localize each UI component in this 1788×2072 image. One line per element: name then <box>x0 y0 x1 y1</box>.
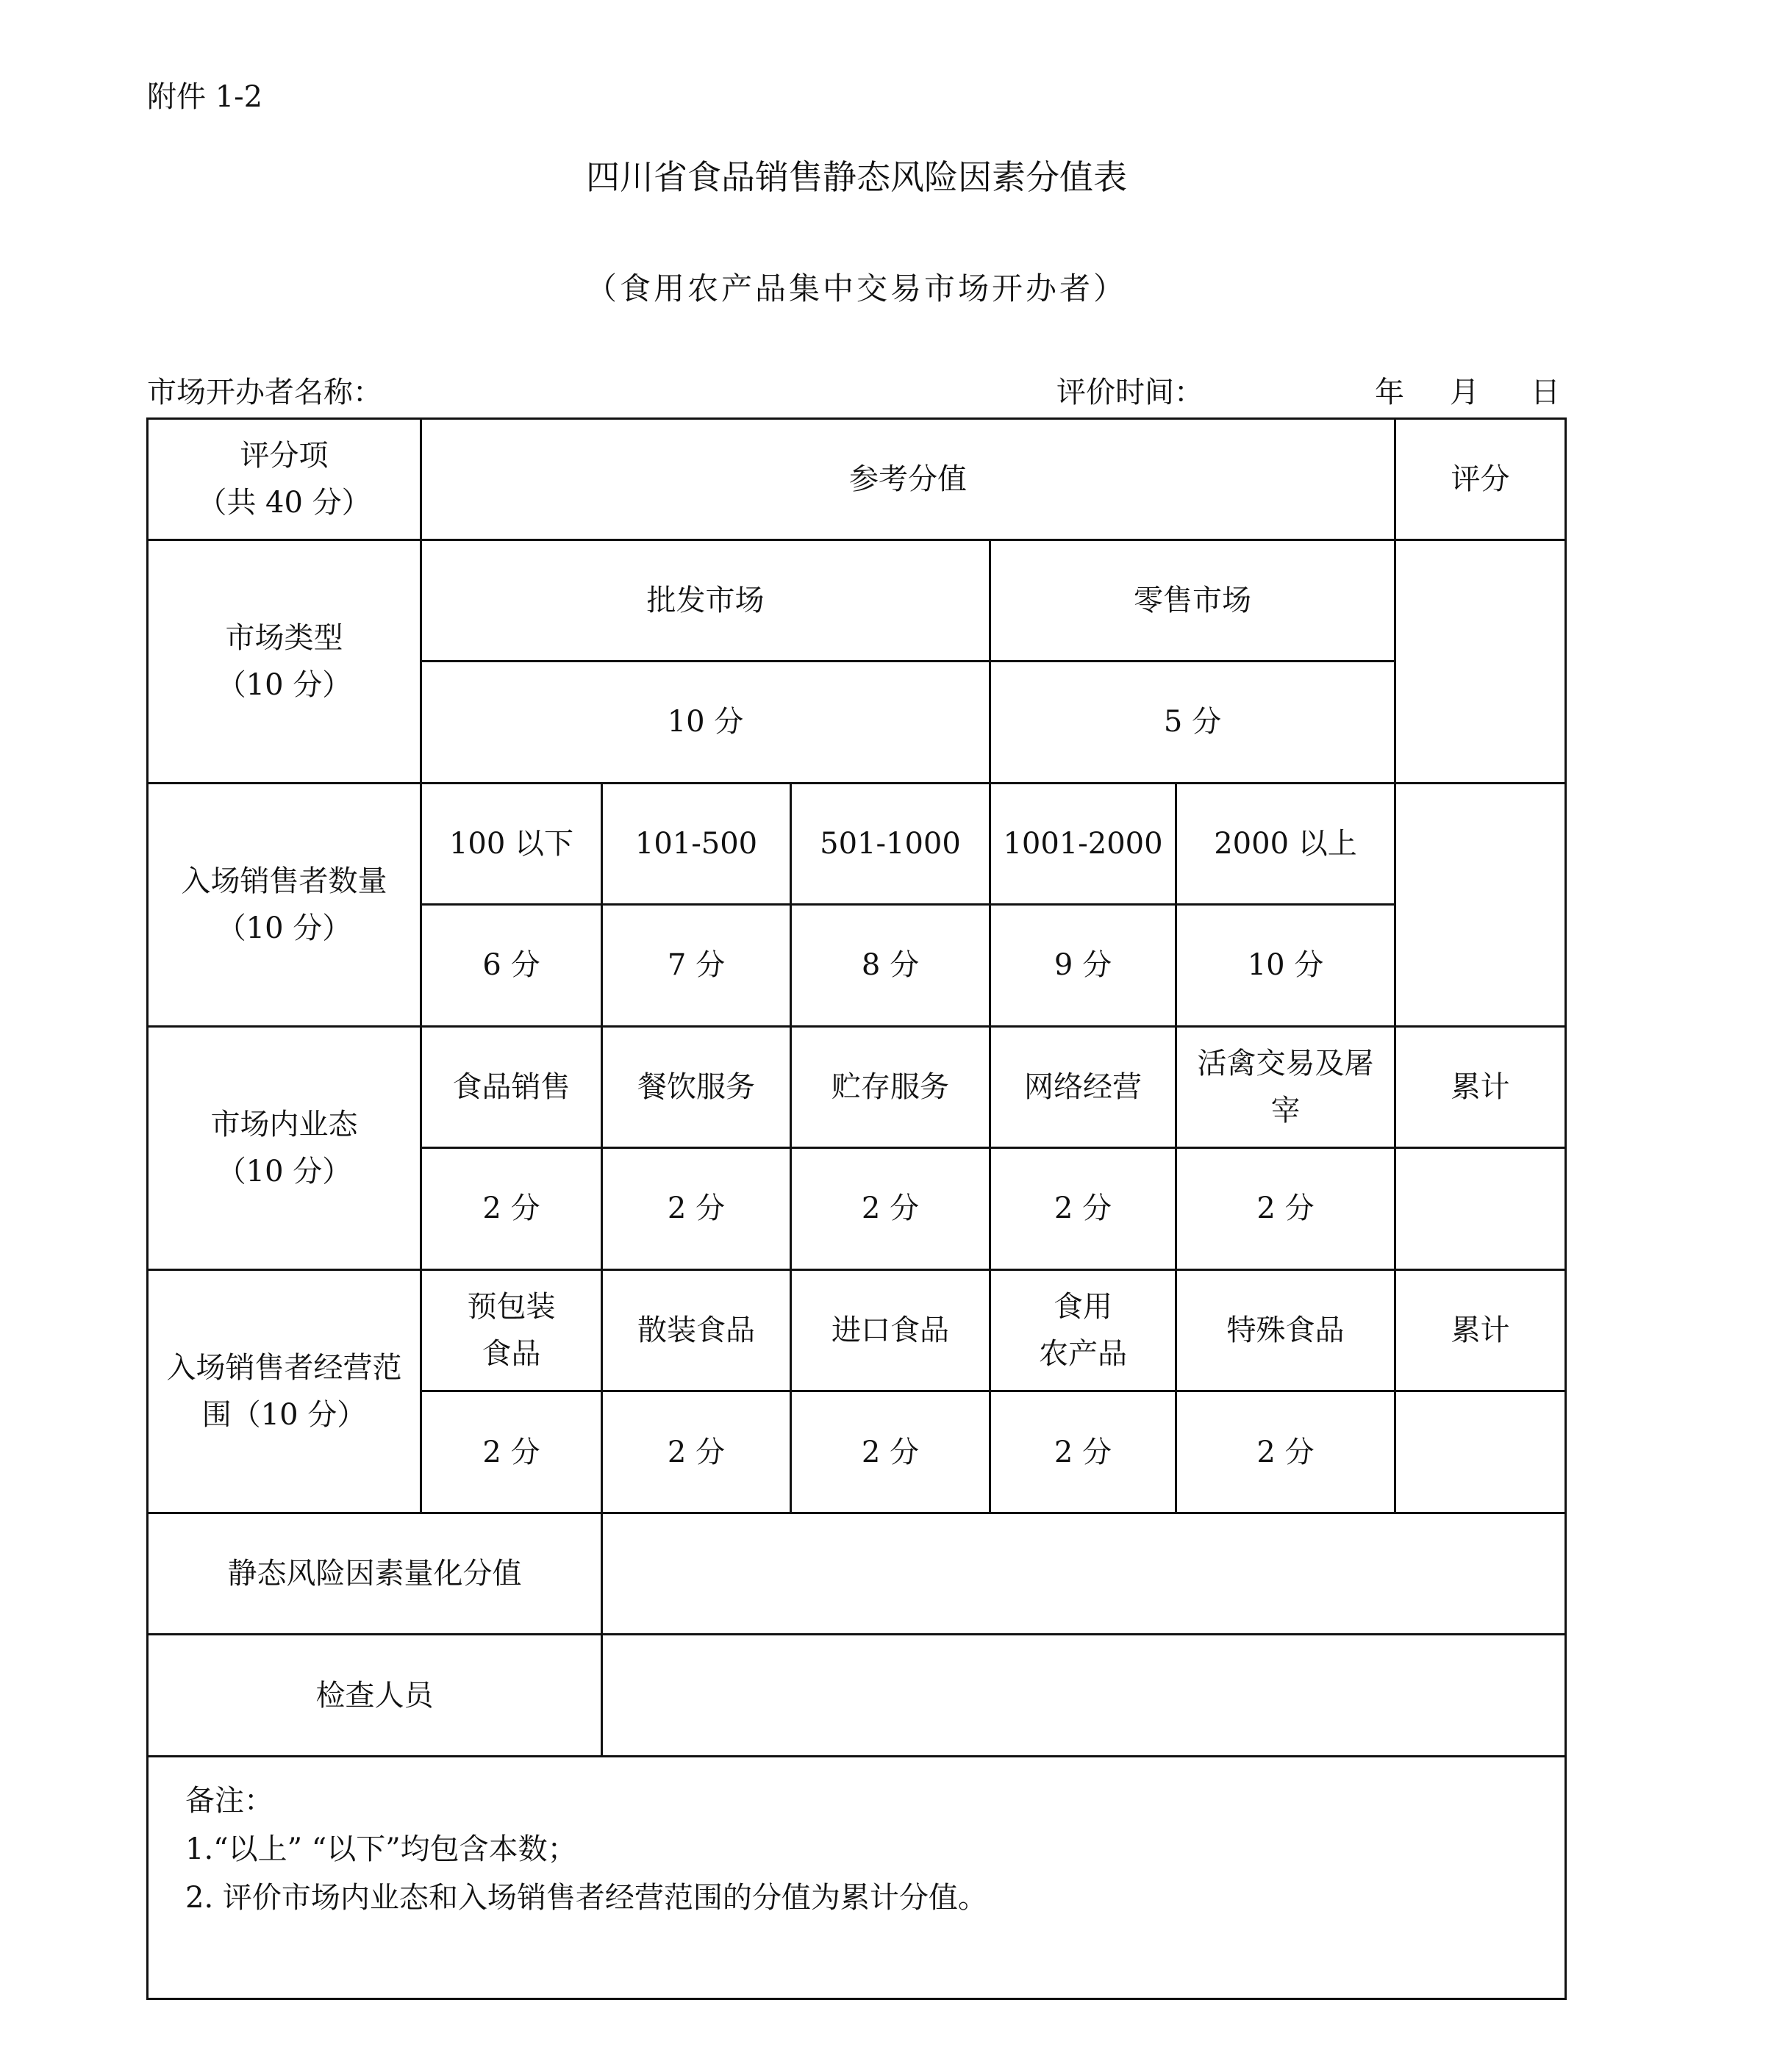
business-form-option: 网络经营 <box>990 1026 1176 1148</box>
year-label: 年 <box>1375 376 1404 409</box>
business-scope-label: 入场销售者经营范 围（10 分） <box>148 1269 421 1513</box>
business-scope-total-score-cell[interactable] <box>1395 1391 1566 1513</box>
business-scope-points: 2 分 <box>602 1391 791 1513</box>
vendor-count-option: 501-1000 <box>791 783 990 905</box>
wholesale-market-option: 批发市场 <box>421 539 990 662</box>
quantified-score-label: 静态风险因素量化分值 <box>148 1513 602 1635</box>
business-forms-label: 市场内业态 （10 分） <box>148 1026 421 1269</box>
attachment-number: 附件 1-2 <box>147 80 263 114</box>
vendor-count-points: 10 分 <box>1176 905 1395 1027</box>
retail-market-points: 5 分 <box>990 662 1395 784</box>
document-subtitle: （食用农产品集中交易市场开办者） <box>585 270 1127 307</box>
note-item: 1.“以上” “以下”均包含本数； <box>185 1832 577 1866</box>
business-form-option: 贮存服务 <box>791 1026 990 1148</box>
header-score: 评分 <box>1395 419 1566 540</box>
business-form-points: 2 分 <box>1176 1148 1395 1270</box>
notes-section <box>148 1756 1566 1998</box>
header-scoring-item: 评分项 （共 40 分） <box>148 419 421 540</box>
business-scope-points: 2 分 <box>1176 1391 1395 1513</box>
note-item: 2. 评价市场内业态和入场销售者经营范围的分值为累计分值。 <box>185 1880 987 1915</box>
market-type-score-cell[interactable] <box>1395 539 1566 783</box>
notes-title: 备注： <box>185 1783 273 1818</box>
wholesale-market-points: 10 分 <box>421 662 990 784</box>
business-form-option: 食品销售 <box>421 1026 602 1148</box>
business-form-points: 2 分 <box>791 1148 990 1270</box>
business-scope-points: 2 分 <box>421 1391 602 1513</box>
inspector-value-cell[interactable] <box>602 1635 1566 1757</box>
vendor-count-option: 100 以下 <box>421 783 602 905</box>
vendor-count-score-cell[interactable] <box>1395 783 1566 1026</box>
vendor-count-option: 101-500 <box>602 783 791 905</box>
quantified-score-value-cell[interactable] <box>602 1513 1566 1635</box>
vendor-count-points: 6 分 <box>421 905 602 1027</box>
business-scope-points: 2 分 <box>791 1391 990 1513</box>
vendor-count-option: 2000 以上 <box>1176 783 1395 905</box>
day-label: 日 <box>1531 376 1560 409</box>
vendor-count-points: 7 分 <box>602 905 791 1027</box>
market-operator-name-label: 市场开办者名称： <box>147 376 382 409</box>
business-form-option: 餐饮服务 <box>602 1026 791 1148</box>
vendor-count-option: 1001-2000 <box>990 783 1176 905</box>
business-form-option: 活禽交易及屠 宰 <box>1176 1026 1395 1148</box>
business-form-points: 2 分 <box>990 1148 1176 1270</box>
header-reference-value: 参考分值 <box>421 419 1395 540</box>
business-scope-option: 进口食品 <box>791 1269 990 1391</box>
business-form-points: 2 分 <box>421 1148 602 1270</box>
evaluation-date-label: 评价时间： <box>1056 376 1204 409</box>
inspector-label: 检查人员 <box>148 1635 602 1757</box>
business-scope-option: 预包装 食品 <box>421 1269 602 1391</box>
month-label: 月 <box>1450 376 1479 409</box>
business-scope-points: 2 分 <box>990 1391 1176 1513</box>
market-type-label: 市场类型 （10 分） <box>148 539 421 783</box>
business-scope-option: 散装食品 <box>602 1269 791 1391</box>
business-form-points: 2 分 <box>602 1148 791 1270</box>
business-scope-option: 特殊食品 <box>1176 1269 1395 1391</box>
vendor-count-points: 8 分 <box>791 905 990 1027</box>
vendor-count-points: 9 分 <box>990 905 1176 1027</box>
document-title: 四川省食品销售静态风险因素分值表 <box>586 157 1127 197</box>
score-table <box>146 417 1567 2000</box>
business-scope-option: 食用 农产品 <box>990 1269 1176 1391</box>
business-scope-total-label: 累计 <box>1395 1269 1566 1391</box>
business-forms-total-score-cell[interactable] <box>1395 1148 1566 1270</box>
retail-market-option: 零售市场 <box>990 539 1395 662</box>
vendor-count-label: 入场销售者数量 （10 分） <box>148 783 421 1026</box>
business-forms-total-label: 累计 <box>1395 1026 1566 1148</box>
